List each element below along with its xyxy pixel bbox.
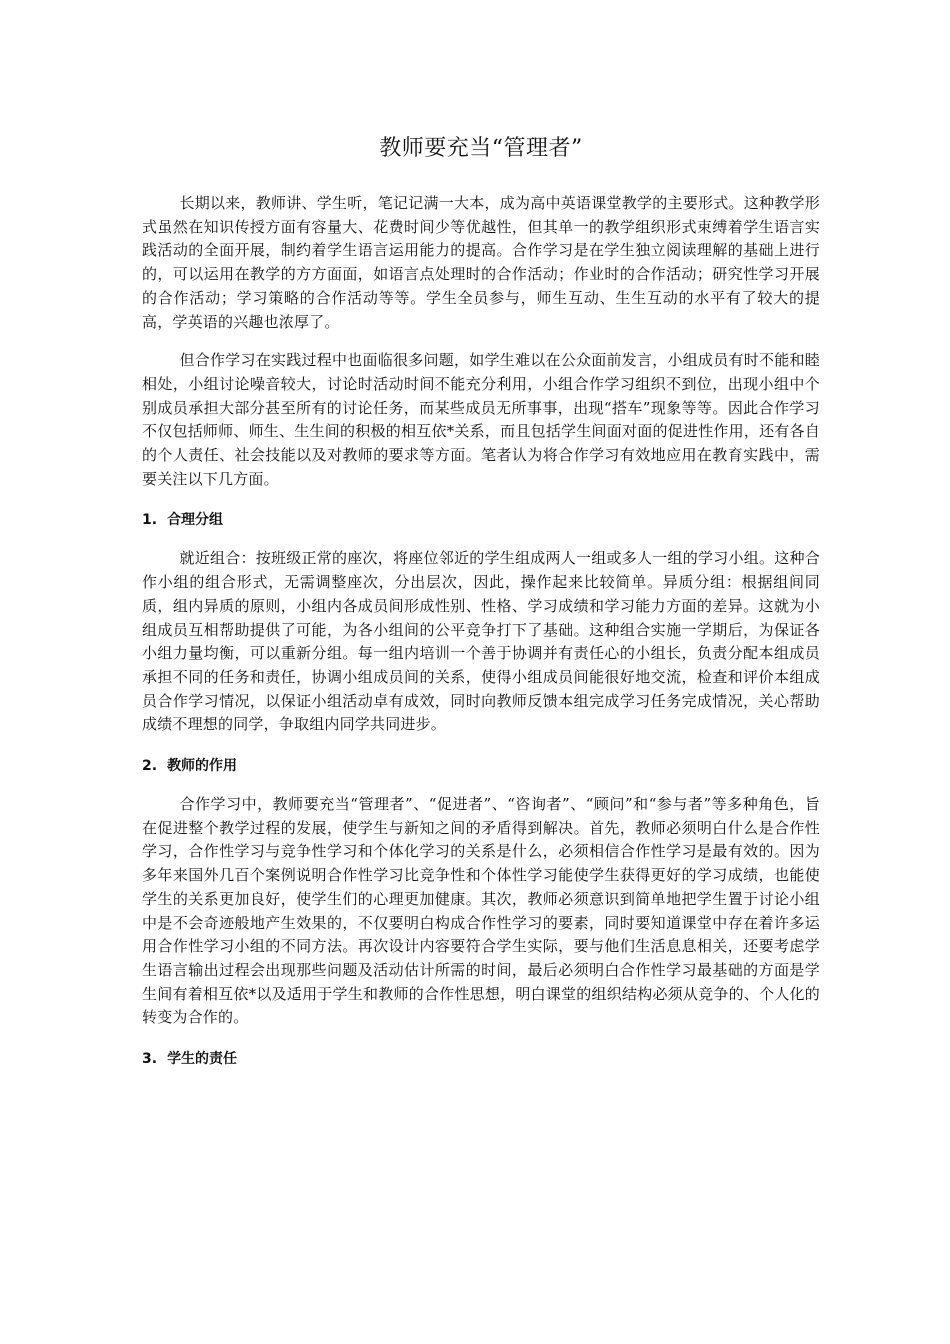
intro-paragraph-2: 但合作学习在实践过程中也面临很多问题，如学生难以在公众面前发言，小组成员有时不能和睦相处，小组讨论噪音较大，讨论时活动时间不能充分利用，小组合作学习组织不到位，出现小组中个别成员承担大部分甚至所有的讨论任务，而某些成员无所事事，出现“搭车”现象等等。因此合作学习不仅包括师师、师生、生生间的积极的相互依*关系，而且包括学生间面对面的促进性作用，还有各自的个人责任、社会技能以及对教师的要求等方面。笔者认为将合作学习有效地应用在教育实践中，需要关注以下几方面。 bbox=[142, 351, 820, 488]
section-heading-student-responsibility bbox=[142, 1048, 820, 1070]
section-heading-teacher-role bbox=[142, 755, 820, 777]
section-heading-grouping bbox=[142, 509, 820, 531]
section-title: 教师的作用 bbox=[167, 758, 238, 775]
section-paragraph-teacher-role: 合作学习中，教师要充当“管理者”、“促进者”、“咨询者”、“顾问”和“参与者”等多种角色，旨在促进整个教学过程的发展，使学生与新知之间的矛盾得到解决。首先，教师必须明白什么是合作性学习，合作性学习与竞争性学习和个体化学习的关系是什么，必须相信合作性学习是最有效的。因为多年来国外几百个案例说明合作性学习比竞争性和个体性学习能使学生获得更好的学习成绩，也能使学生的关系更加良好，使学生们的心理更加健康。其次，教师必须意识到简单地把学生置于讨论小组中是不会奇迹般地产生效果的，不仅要明白构成合作性学习的要素，同时要知道课堂中存在着许多运用合作性学习小组的不同方法。再次设计内容要符合学生实际，要与他们生活息息相关，还要考虑学生语言输出过程会出现那些问题及活动估计所需的时间，最后必须明白合作性学习最基础的方面是学生间有着相互依*以及适用于学生和教师的合作性思想，明白课堂的组织结构必须从竞争的、个人化的转变为合作的。 bbox=[142, 795, 820, 1027]
section-number: 2. bbox=[142, 758, 158, 775]
document-page bbox=[142, 0, 820, 1070]
document-title: 教师要充当“管理者” bbox=[379, 136, 583, 161]
section-number: 3. bbox=[142, 1051, 158, 1068]
section-paragraph-grouping: 就近组合：按班级正常的座次，将座位邻近的学生组成两人一组或多人一组的学习小组。这种合作小组的组合形式，无需调整座次，分出层次，因此，操作起来比较简单。异质分组：根据组间同质，组内异质的原则，小组内各成员间形成性别、性格、学习成绩和学习能力方面的差异。这就为小组成员互相帮助提供了可能，为各小组间的公平竞争打下了基础。这种组合实施一学期后，为保证各小组力量均衡，可以重新分组。每一组内培训一个善于协调并有责任心的小组长，负责分配本组成员承担不同的任务和责任，协调小组成员间的关系，使得小组成员间能很好地交流，检查和评价本组成员合作学习情况，以保证小组活动卓有成效，同时向教师反馈本组完成学习任务完成情况，关心帮助成绩不理想的同学，争取组内同学共同进步。 bbox=[142, 549, 820, 734]
section-title: 合理分组 bbox=[167, 512, 224, 529]
section-title: 学生的责任 bbox=[167, 1051, 238, 1068]
section-number: 1. bbox=[142, 512, 158, 529]
intro-paragraph-1: 长期以来，教师讲、学生听，笔记记满一大本，成为高中英语课堂教学的主要形式。这种教学形式虽然在知识传授方面有容量大、花费时间少等优越性，但其单一的教学组织形式束缚着学生语言实践活动的全面开展，制约着学生语言运用能力的提高。合作学习是在学生独立阅读理解的基础上进行的，可以运用在教学的方方面面，如语言点处理时的合作活动；作业时的合作活动；研究性学习开展的合作活动；学习策略的合作活动等等。学生全员参与，师生互动、生生互动的水平有了较大的提高，学英语的兴趣也浓厚了。 bbox=[142, 194, 820, 331]
